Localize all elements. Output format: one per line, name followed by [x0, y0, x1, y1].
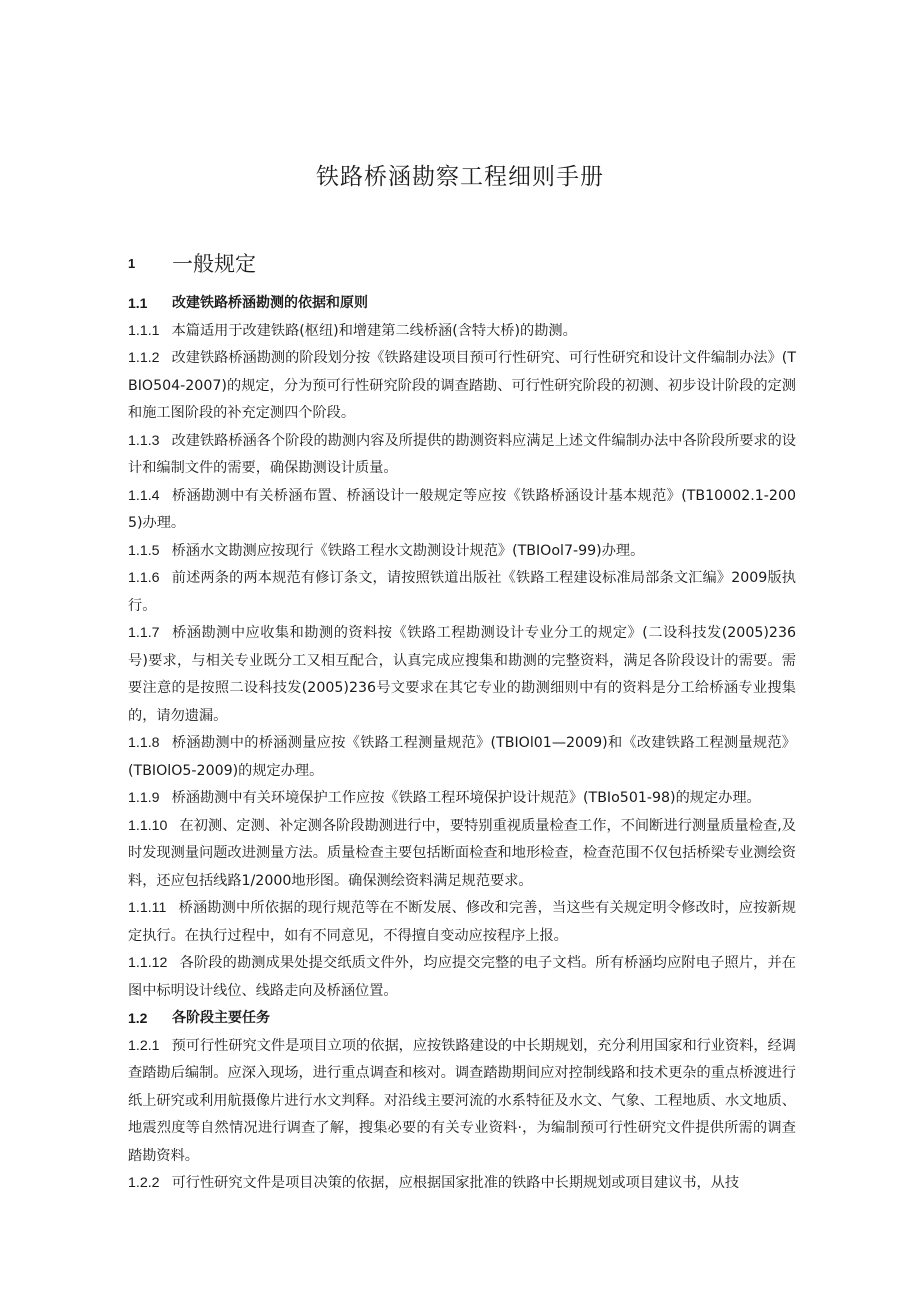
clause-1-1-2: [128, 345, 796, 428]
clause-text: 预可行性研究文件是项目立项的依据，应按铁路建设的中长期规划，充分利用国家和行业资料，经调查踏勘后编制。应深入现场，进行重点调查和核对。调查踏勘期间应对控制线路和技术更杂的重点桥渡进行纸上研究或利用航摄像片进行水文判释。对沿线主要河流的水系特征及水文、气象、工程地质、水文地质、地震烈度等自然情况进行调查了解，搜集必要的有关专业资料·，为编制预可行性研究文件提供所需的调查踏勘资料。: [128, 1037, 796, 1164]
clause-text: 桥涵水文勘测应按现行《铁路工程水文勘测设计规范》(TBIOol7-99)办理。: [171, 542, 645, 559]
clause-number: 1.1.7: [128, 625, 160, 641]
clause-1-1-3: [128, 428, 796, 483]
section-heading-1: [128, 246, 796, 280]
clause-number: 1.1.9: [128, 790, 160, 806]
clause-1-1-1: [128, 318, 796, 346]
clause-text: 可行性研究文件是项目决策的依据，应根据国家批准的铁路中长期规划或项目建议书，从技: [171, 1175, 740, 1191]
clause-text: 桥涵勘测中有关环境保护工作应按《铁路工程环境保护设计规范》(TBIo501-98)的规定办理。: [171, 790, 761, 806]
section-heading-1-2: [128, 1005, 796, 1033]
clause-text: 桥涵勘测中的桥涵测量应按《铁路工程测量规范》(TBIOl01—2009)和《改建铁路工程测量规范》(TBIOlO5-2009)的规定办理。: [128, 735, 796, 779]
clause-1-1-11: [128, 895, 796, 950]
section-number: 1: [128, 255, 136, 271]
clause-1-1-12: [128, 950, 796, 1005]
clause-number: 1.1.4: [128, 487, 160, 504]
clause-1-1-5: [128, 538, 796, 566]
section-title: 一般规定: [172, 252, 256, 276]
clause-1-1-8: [128, 730, 796, 785]
clause-1-2-1: [128, 1033, 796, 1171]
section-heading-1-1: [128, 290, 796, 318]
clause-number: 1.1.1: [128, 322, 160, 339]
clause-text: 桥涵勘测中有关桥涵布置、桥涵设计一般规定等应按《铁路桥涵设计基本规范》(TB10002.1-2005)办理。: [128, 487, 796, 531]
clause-number: 1.1.5: [128, 542, 160, 559]
clause-number: 1.1.10: [128, 817, 168, 834]
clause-number: 1.1.2: [128, 350, 160, 366]
clause-number: 1.1.11: [128, 900, 167, 916]
section-title: 改建铁路桥涵勘测的依据和原则: [172, 295, 368, 311]
clause-text: 改建铁路桥涵勘测的阶段划分按《铁路建设项目预可行性研究、可行性研究和设计文件编制办法》(TBIO504-2007)的规定，分为预可行性研究阶段的调查踏勘、可行性研究阶段的初测、初步设计阶段的定测和施工图阶段的补充定测四个阶段。: [128, 350, 796, 421]
clause-text: 桥涵勘测中应收集和勘测的资料按《铁路工程勘测设计专业分工的规定》(二设科技发(2005)236号)要求，与相关专业既分工又相互配合，认真完成应搜集和勘测的完整资料，满足各阶段设计的需要。需要注意的是按照二设科技发(2005)236号文要求在其它专业的勘测细则中有的资料是分工给桥涵专业搜集的，请勿遗漏。: [128, 625, 796, 724]
clause-text: 改建铁路桥涵各个阶段的勘测内容及所提供的勘测资料应满足上述文件编制办法中各阶段所要求的设计和编制文件的需要，确保勘测设计质量。: [128, 432, 796, 476]
clause-1-1-10: [128, 813, 796, 896]
clause-number: 1.2.1: [128, 1037, 160, 1054]
clause-number: 1.2.2: [128, 1175, 160, 1191]
clause-number: 1.1.3: [128, 432, 160, 449]
section-number: 1.2: [128, 1010, 148, 1026]
clause-number: 1.1.12: [128, 955, 168, 971]
clause-text: 在初测、定测、补定测各阶段勘测进行中，要特别重视质量检查工作，不间断进行测量质量检查,及时发现测量问题改进测量方法。质量检查主要包括断面检查和地形检查，检查范围不仅包括桥梁专业测绘资料，还应包括线路1/2000地形图。确保测绘资料满足规范要求。: [128, 817, 796, 889]
clause-text: 各阶段的勘测成果处提交纸质文件外，均应提交完整的电子文档。所有桥涵均应附电子照片，并在图中标明设计线位、线路走向及桥涵位置。: [128, 955, 796, 999]
section-number: 1.1: [128, 295, 148, 311]
clause-text: 桥涵勘测中所依据的现行规范等在不断发展、修改和完善，当这些有关规定明令修改时，应按新规定执行。在执行过程中，如有不同意见，不得擅自变动应按程序上报。: [128, 900, 796, 944]
clause-1-1-9: [128, 785, 796, 813]
clause-1-2-2: [128, 1170, 796, 1198]
clause-number: 1.1.6: [128, 570, 160, 586]
clause-1-1-6: [128, 565, 796, 620]
clause-text: 本篇适用于改建铁路(枢纽)和增建第二线桥涵(含特大桥)的勘测。: [171, 322, 577, 339]
document-body: [128, 246, 796, 1198]
clause-1-1-4: [128, 483, 796, 538]
document-title: 铁路桥涵勘察工程细则手册: [316, 164, 604, 190]
clause-number: 1.1.8: [128, 735, 160, 751]
section-title: 各阶段主要任务: [172, 1010, 270, 1026]
clause-1-1-7: [128, 620, 796, 730]
clause-text: 前述两条的两本规范有修订条文，请按照铁道出版社《铁路工程建设标准局部条文汇编》2009版执行。: [128, 570, 796, 614]
